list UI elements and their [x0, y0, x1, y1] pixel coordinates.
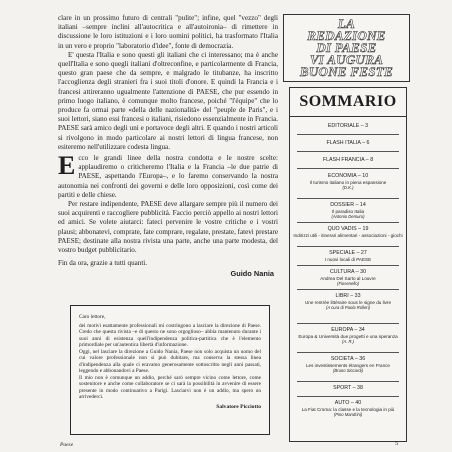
banner-line-2: REDAZIONE [307, 28, 386, 43]
toc-title: SOMMARIO [290, 88, 406, 117]
toc-author: (Pino Mandrini) [333, 412, 363, 418]
toc-divider [297, 151, 399, 152]
toc-item-flash-francia: FLASH FRANCIA – 8 [322, 157, 374, 163]
toc-divider [297, 289, 399, 290]
toc-item-societa: SOCIETA – 36 Les investissements étrangers en France (Bruno Siccardi) [293, 356, 403, 373]
toc-divider [297, 246, 399, 247]
letter-salutation: Caro lettore, [79, 314, 106, 320]
toc-item-editoriale: EDITORIALE – 3 [327, 123, 369, 129]
toc-item-dossier: DOSSIER – 14 Il paradiso Italia (Antonio Demuro) [293, 202, 403, 219]
toc-item-libri: LIBRI – 33 Une rentrée littéraire sous le signe du livre (A cura di Paola Rolleri) [293, 293, 403, 310]
drop-cap: E [58, 151, 76, 181]
editorial-closing: Fin da ora, grazie a tutti quanti. [58, 259, 148, 268]
toc-subtitle: I nuovi locali di PAESE [324, 256, 372, 262]
editorial-paragraph-3: cco le grandi linee della nostra condotta e le nostre scelte: applaudiremo o criticheremo l'Italia e la Francia –le due patrie di PAESE, aspettando l'Europa–, e lo faremo conservando la nostra autonomia nei confronti dei governi e delle loro opposizioni, così come dei partiti e delle chiese. [58, 154, 278, 199]
toc-subtitle: Il turismo italiano in piena espansione [309, 179, 387, 185]
toc-subtitle: Andrea Del Sarto al Louvre [320, 275, 376, 281]
toc-item-sport: SPORT – 38 [333, 385, 363, 391]
toc-subtitle: Il paradiso Italia [331, 208, 365, 214]
toc-divider [297, 222, 399, 223]
toc-subtitle: Une rentrée littéraire sous le signe du livre [304, 299, 392, 305]
banner-line-1: LA [337, 16, 356, 31]
toc-author: (Fiosenello) [337, 281, 359, 287]
toc-divider [297, 381, 399, 382]
editorial-column [58, 14, 278, 278]
banner-line-4: VI AUGURA [309, 52, 384, 67]
toc-author: (Antonio Demuro) [331, 214, 365, 220]
editorial-signature: Guido Nania [230, 269, 274, 279]
editorial-paragraph-1: clare in un prossimo futuro di centrali "pulite"; infine, quel "vezzo" degli italiani –sempre inclini all'autocritica e all'autoironia– di rimettere in discussione le loro istituzioni e i loro uomini politici, ha trasformato l'Italia in un vero e proprio "laboratorio d'idee", fonte di democrazia. [58, 14, 278, 50]
toc-item-speciale: SPECIALE – 27 I nuovi locali di PAESE [293, 250, 403, 262]
toc-author: (A cura di Paola Rolleri) [325, 305, 371, 311]
toc-subtitle: Les investissements étrangers en France [305, 362, 390, 368]
banner-line-3: DI PAESE [316, 40, 377, 55]
toc-item-auto: AUTO – 40 La Fiat Croma: la classe e la tecnologia in più (Pino Mandrini) [293, 400, 403, 417]
toc-subtitle: La Fiat Croma: la classe e la tecnologia in più [301, 406, 395, 412]
letter-signature: Salvatore Picciotto [216, 403, 261, 410]
table-of-contents [289, 87, 407, 442]
page-number: 5 [395, 440, 399, 447]
editorial-paragraph-4: Per restare indipendente, PAESE deve allargare sempre più il numero dei suoi acquirenti e raccogliere pubblicità. Faccio perciò appello ai nostri lettori ed amici. Se volete aiutarci: fateci pervenire le vostre critiche e i vostri plausi; abbonatevi, comprate, fate comprare, regalate, prestate, fatevi prestare PAESE; destinate alla nostra rivista una parte, anche una parte modesta, del vostro budget pubblicitario. [58, 200, 278, 255]
toc-divider [297, 198, 399, 199]
holiday-greeting-banner [283, 14, 410, 82]
letter-paragraph-3: Il mio non è comunque un addio, perché sarò sempre vicino come lettore, come sostenitore e anche come collaboratore se ci sarà la possibilità in avvenire di essere presente in modo continuativo a Parigi. Lasciarvi non è un addio, ma spero un arrivederci. [79, 374, 261, 400]
toc-item-europa: EUROPA – 34 Europa & Università due progetti e una speranza (A. R.) [293, 327, 403, 344]
toc-item-quo-vadis: QUO VADIS – 19 Indirizzi utili - itinerari alimentari - associazioni - giochi [293, 226, 403, 238]
toc-subtitle: Europa & Università due progetti e una speranza [298, 333, 398, 339]
toc-divider [297, 396, 399, 397]
toc-author: (D.K.) [342, 185, 354, 191]
letter-paragraph-2: Oggi, nel lasciare la direzione a Guido Nania, Paese non solo acquista un uomo del cui valore professionale non si può dubitare, ma conserva la stessa linea d'indipendenza alla quale ci eravamo generosamente sottoscritto negli anni passati, leggendo e abbonandovi a Paese. [79, 348, 261, 374]
footer-magazine-name: Paese [60, 442, 74, 448]
toc-divider [297, 168, 399, 169]
toc-item-economia: ECONOMIA – 10 Il turismo italiano in piena espansione (D.K.) [293, 173, 403, 190]
editorial-dropcap-block [58, 151, 278, 200]
editorial-paragraph-2: E' questa l'Italia e sono questi gli italiani che ci interessano; ma è anche quell'Italia e sono quegli italiani d'oltreconfine, e particolarmente di Francia, questo gran paese che da sempre, e malgrado le titubanze, ha inscritto l'accoglienza degli stranieri fra i suoi titoli d'onore. E quindi la Francia e i francesi attireranno ugualmente l'attenzione di PAESE, che pur essendo in primo luogo italiano, è comunque molto francese, poiché "l'équipe" che lo produce fa ormai parte «della delle nazionalità» del "peuple de Paris", e i suoi lettori, siano essi francesi o italiani, risiedono essenzialmente in Francia. PAESE sarà amico degli uni e portavoce degli altri. E quando i nostri articoli si rivolgono in modo particolare ai nostri lettori di lingua francese, non esiteremo nell'utilizzare codesta lingua. [58, 50, 278, 151]
toc-divider [297, 323, 399, 324]
toc-divider [297, 265, 399, 266]
toc-item-flash-italia: FLASH ITALIA – 6 [326, 140, 370, 146]
banner-line-5: BUONE FESTE [299, 64, 394, 79]
letter-paragraph-1: dei motivi esattamente professionali mi costringono a lasciare la direzione di Paese. Credo che questa rivista –e di questo ne sono orgoglioso– abbia mantenuto durante i suoi anni di esistenza quell'indipendenza politica-partitica che è l'elemento primordiale per un'autentica libertà d'informazione. [79, 322, 261, 348]
toc-divider [297, 352, 399, 353]
toc-subtitle: Indirizzi utili - itinerari alimentari - associazioni - giochi [293, 232, 403, 238]
farewell-letter-box [70, 305, 270, 435]
toc-author: (A. R.) [341, 339, 355, 345]
toc-author: (Bruno Siccardi) [332, 368, 364, 374]
toc-item-cultura: CULTURA – 30 Andrea Del Sarto al Louvre (Fiosenello) [293, 269, 403, 286]
toc-divider [297, 134, 399, 135]
